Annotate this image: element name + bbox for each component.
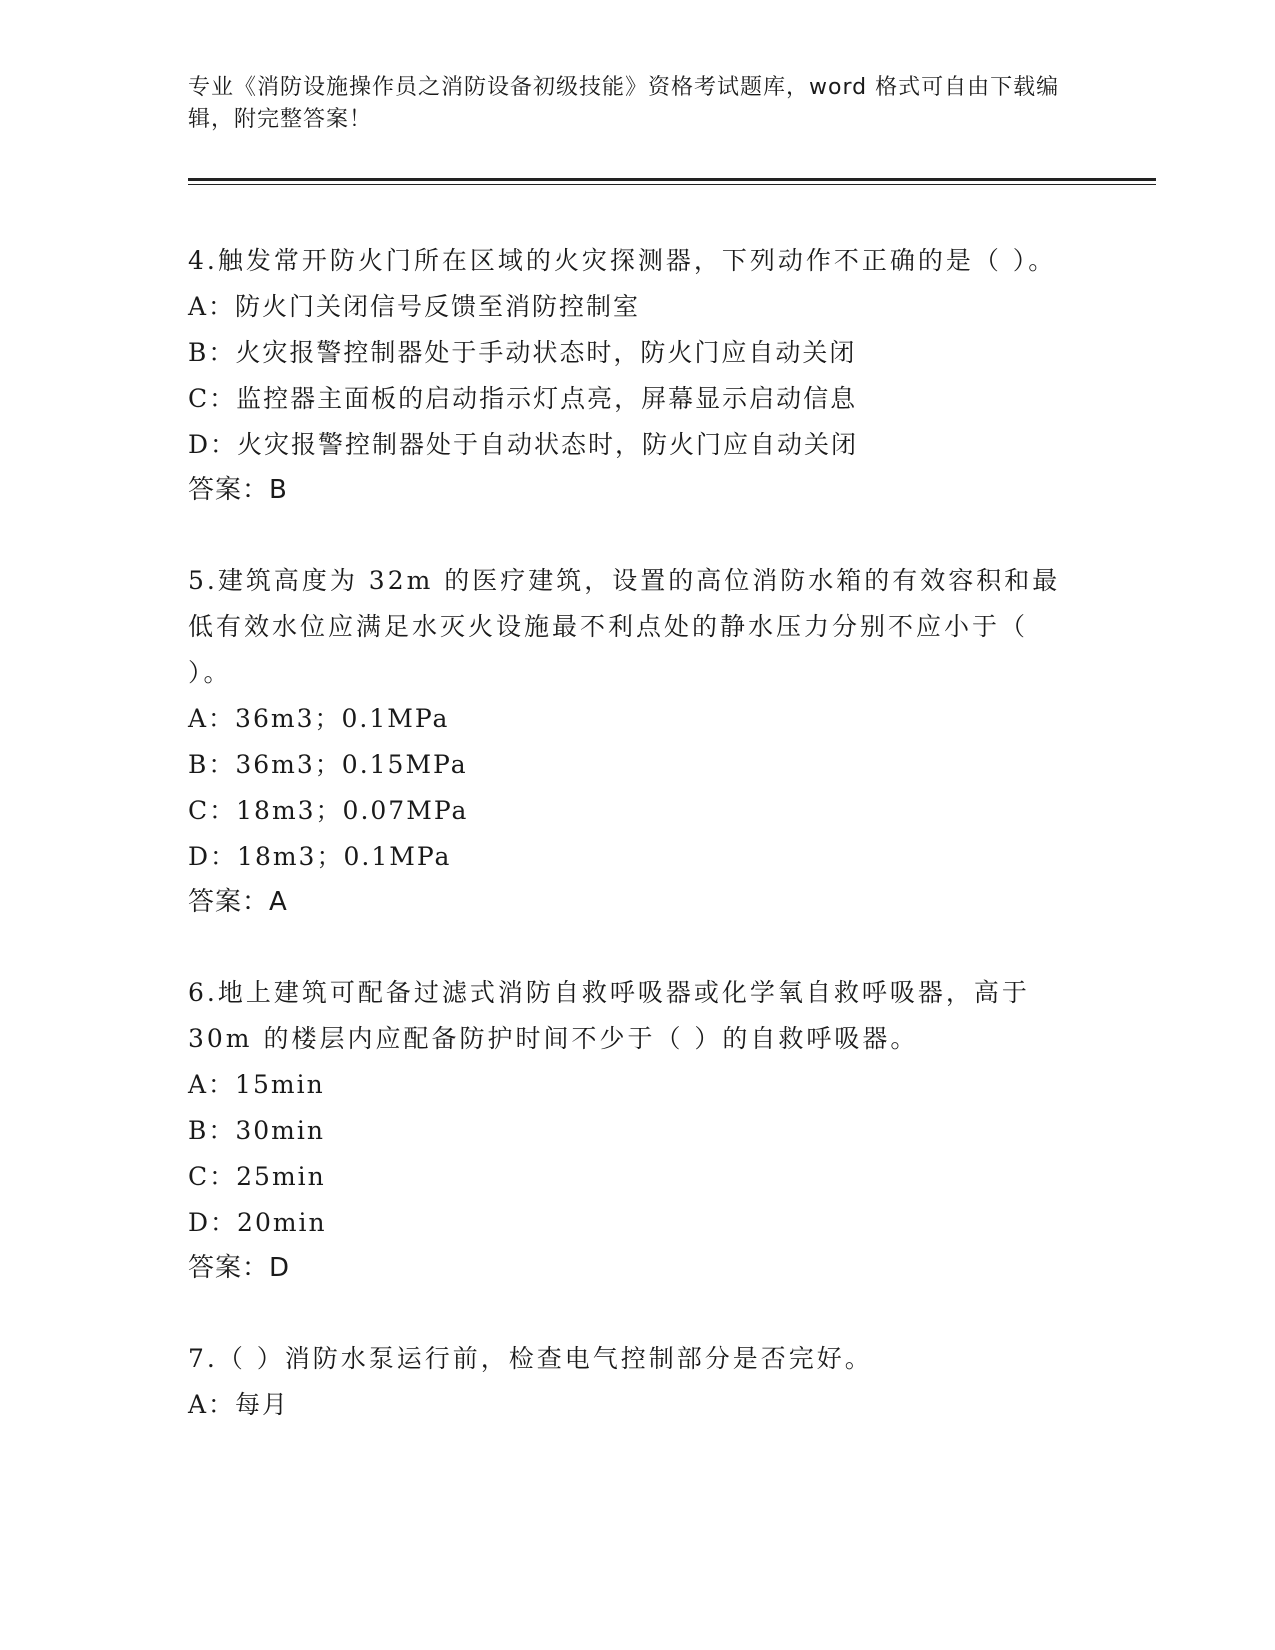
option-a: A：15min bbox=[188, 1070, 325, 1099]
question-text: 4.触发常开防火门所在区域的火灾探测器，下列动作不正确的是（ ）。 bbox=[188, 246, 1057, 275]
option-d: D：火灾报警控制器处于自动状态时，防火门应自动关闭 bbox=[188, 430, 859, 459]
option-c: C：25min bbox=[188, 1162, 326, 1191]
option-b: B：36m3；0.15MPa bbox=[188, 750, 468, 779]
question-list bbox=[188, 238, 1068, 1474]
option-c: C：监控器主面板的启动指示灯点亮，屏幕显示启动信息 bbox=[188, 384, 858, 413]
option-b: B：30min bbox=[188, 1116, 325, 1145]
option-a: A：每月 bbox=[188, 1390, 290, 1419]
option-d: D：20min bbox=[188, 1208, 327, 1237]
header-intro-text: 专业《消防设施操作员之消防设备初级技能》资格考试题库，word 格式可自由下载编辑，附完整答案！ bbox=[188, 75, 1060, 132]
header-divider-thick bbox=[188, 178, 1156, 181]
option-b: B：火灾报警控制器处于手动状态时，防火门应自动关闭 bbox=[188, 338, 857, 367]
question-text: 6.地上建筑可配备过滤式消防自救呼吸器或化学氧自救呼吸器，高于 30m 的楼层内应配备防护时间不少于（ ）的自救呼吸器。 bbox=[188, 978, 1030, 1053]
option-a: A：36m3；0.1MPa bbox=[188, 704, 450, 733]
option-a: A：防火门关闭信号反馈至消防控制室 bbox=[188, 292, 641, 321]
question-5 bbox=[188, 558, 1068, 924]
document-header bbox=[188, 72, 1068, 136]
answer-label: 答案：B bbox=[188, 475, 288, 505]
question-4 bbox=[188, 238, 1068, 512]
question-text: 5.建筑高度为 32m 的医疗建筑，设置的高位消防水箱的有效容积和最低有效水位应满足水灭火设施最不利点处的静水压力分别不应小于（ ）。 bbox=[188, 566, 1061, 687]
header-divider-thin bbox=[188, 184, 1156, 185]
option-c: C：18m3；0.07MPa bbox=[188, 796, 469, 825]
question-text: 7.（ ）消防水泵运行前，检查电气控制部分是否完好。 bbox=[188, 1344, 873, 1373]
answer-label: 答案：D bbox=[188, 1253, 291, 1283]
question-6 bbox=[188, 970, 1068, 1290]
option-d: D：18m3；0.1MPa bbox=[188, 842, 452, 871]
answer-label: 答案：A bbox=[188, 887, 288, 917]
question-7 bbox=[188, 1336, 1068, 1428]
